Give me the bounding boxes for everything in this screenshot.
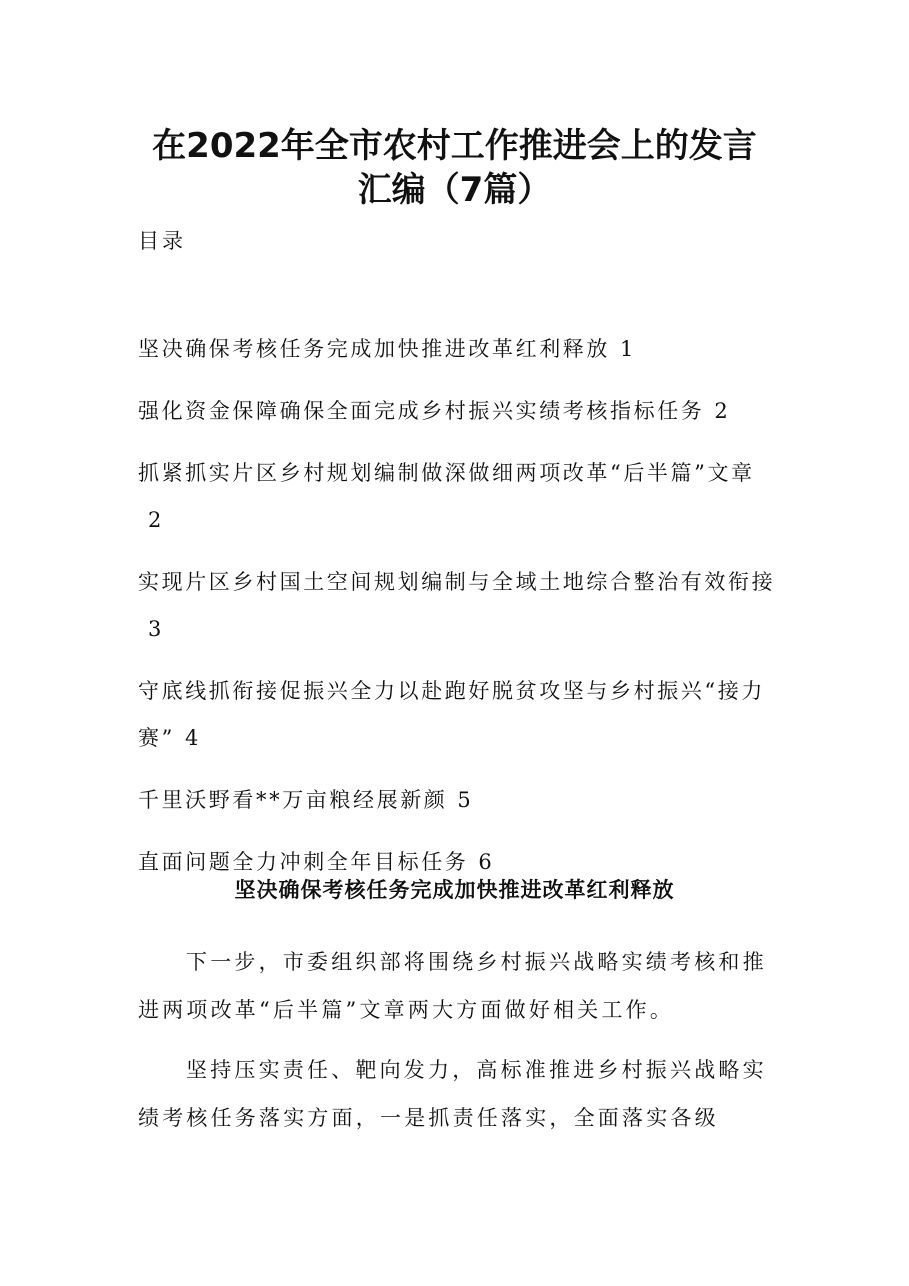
toc-item[interactable] xyxy=(138,326,778,373)
toc-item[interactable] xyxy=(138,450,778,544)
document-title-line-1: 在2022年全市农村工作推进会上的发言 xyxy=(152,126,757,166)
toc-item-text: 抓紧抓实片区乡村规划编制做深做细两项改革“后半篇”文章 xyxy=(138,461,755,485)
toc-heading: 目录 xyxy=(138,229,186,253)
toc-item[interactable] xyxy=(138,668,778,762)
toc-item-page-number: 6 xyxy=(478,850,492,874)
toc-item-text: 守底线抓衔接促振兴全力以赴跑好脱贫攻坚与乡村振兴“接力赛” xyxy=(138,679,765,750)
toc-item[interactable] xyxy=(138,559,778,653)
toc-item-text: 强化资金保障确保全面完成乡村振兴实绩考核指标任务 xyxy=(138,399,705,423)
toc-item-page-number: 4 xyxy=(184,726,199,750)
toc-item-page-number: 5 xyxy=(457,788,471,812)
toc-item-page-number: 1 xyxy=(620,337,634,361)
document-title-line-2: 汇编（7篇） xyxy=(357,170,552,210)
body-paragraph: 下一步，市委组织部将围绕乡村振兴战略实绩考核和推进两项改革“后半篇”文章两大方面做好相关工作。 xyxy=(138,950,767,1022)
toc-item[interactable] xyxy=(138,777,778,824)
toc-item-page-number: 3 xyxy=(148,617,162,641)
toc-item-text: 坚决确保考核任务完成加快推进改革红利释放 xyxy=(138,337,610,361)
table-of-contents xyxy=(138,326,778,901)
body-paragraph: 坚持压实责任、靶向发力，高标准推进乡村振兴战略实绩考核任务落实方面，一是抓责任落实，全面落实各级 xyxy=(138,1058,767,1130)
section-title: 坚决确保考核任务完成加快推进改革红利释放 xyxy=(234,878,675,903)
toc-item-text: 直面问题全力冲刺全年目标任务 xyxy=(138,850,469,874)
toc-item-page-number: 2 xyxy=(148,508,162,532)
toc-item-page-number: 2 xyxy=(714,399,728,423)
toc-item-text: 实现片区乡村国土空间规划编制与全域土地综合整治有效衔接 xyxy=(138,570,776,594)
toc-item[interactable] xyxy=(138,388,778,435)
toc-item-text: 千里沃野看**万亩粮经展新颜 xyxy=(138,788,448,812)
